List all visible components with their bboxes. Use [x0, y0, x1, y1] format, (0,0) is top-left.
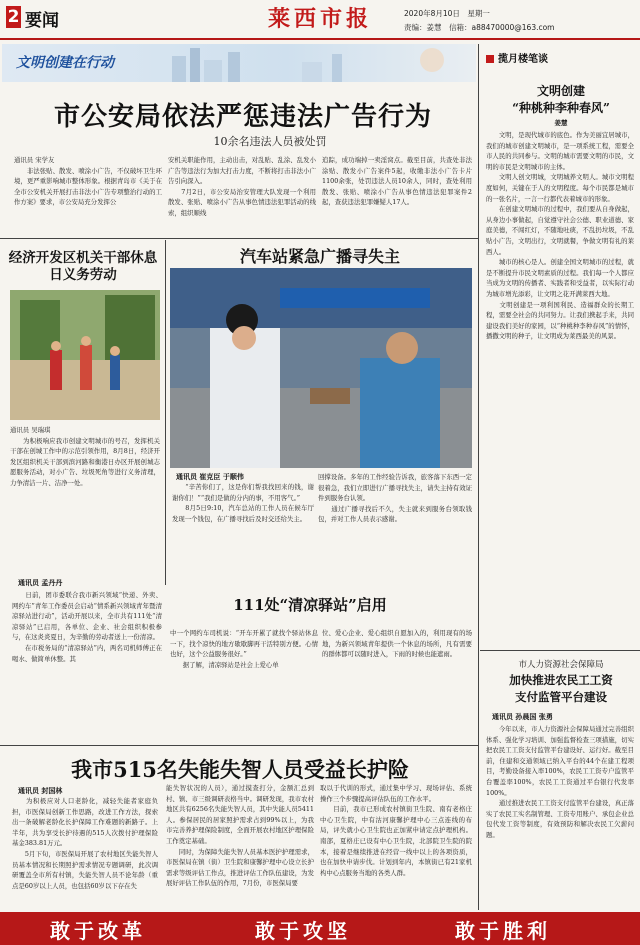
bus-col1: “辛苦你们了，这是你们帮我找回来的钱，谢谢你们！”“我们是做的分内的事，不用客气。” 8月5日9:10，汽车总站的工作人员在候车厅发现一个钱包，在广播寻找后及时交还给失主。 — [172, 483, 314, 523]
bus-headline: 汽车站紧急广播寻失主 — [239, 247, 400, 266]
station-col3: 位、爱心企业、爱心组织自愿加入的，利用现有的场地，为新兴领域青年提供一个休息的场所，凡有需要的群体都可以随时进入，下雨的时候也能遮雨。 — [322, 629, 472, 659]
wage-headline-2: 支付监管平台建设 — [515, 690, 607, 704]
civilization-banner — [2, 44, 476, 82]
wage-label: 市人力资源社会保障局 — [518, 660, 604, 670]
station-headline: 111处“清凉驿站”启用 — [233, 596, 387, 614]
banner-label: 文明创建在行动 — [16, 55, 114, 71]
column-divider — [165, 240, 166, 585]
date-line: 2020年8月10日 星期一 — [404, 9, 490, 18]
disability-headline: 我市515名失能失智人员受益长护险 — [71, 757, 409, 782]
paper-name: 莱西市报 — [268, 6, 373, 32]
lost-wallet-photo — [170, 268, 472, 468]
column-divider — [478, 44, 479, 910]
disability-col1: 为积极应对人口老龄化，减轻失能者家庭负担，市医保局创新工作思路，改进工作方法，探索出一条破解老龄化长护保障工作难题的新路子。上半年，共为享受长护待遇的515人次拨付护理保险基金383.81万元。 5月下旬，市医保局开展了农村地区失能失智人员基本情况和长期照护需求情况专题调研，此次调研覆盖全市所有村镇，失能失智人员不论年龄（重点是60岁以上人员，也包括60岁以下存在失 — [12, 797, 158, 890]
zone-text: 通讯员 吴瑞琪 为积极响应我市创建文明城市的号召，发挥机关干部在创城工作中的示范引领作用，8月8日，经济开发区组织机关干部到滨河路和衡港日办区开展创城志愿服务活动，对小广告、垃圾死角等进行义务清理，力争清洁一片、洁净一处。 — [10, 426, 160, 487]
page-header — [0, 0, 640, 40]
section-title: 要闻 — [25, 11, 59, 31]
disability-col3: 取以于代训的形式，通过集中学习、现场评估、系统操作三个步骤提高评估队伍的工作水平。 目前，我市已形成农村镇街卫生院、南有老格庄中心卫生院，中有沽河康馨护理中心三点连线的布局，评失就小心卫生院也正加紧申请定点护理机构。南部，夏格庄已设有中心卫生院，北部院卫生院的院本，接着是继续推进在经营一线中以上的各项资质，也在加快申请步伐。计划到年内，本镇街已有21家机构中心点服务当地的各类人群。 — [320, 784, 472, 877]
main-col3: 追踪，成功端掉一卖淫窝点。截至目前，共查处非法涂贴、散发小广告案件5起，收缴非法小广告卡片1100余张，处罚违法人员10余人，同时，查处利用散发、张贴、喷涂小广告从事色情违法犯罪案件2起，查获违法犯罪嫌疑人17人。 — [322, 156, 472, 207]
square-icon — [486, 55, 494, 63]
divider — [0, 238, 478, 239]
station-byline: 通讯员 孟丹丹 — [18, 578, 63, 587]
footer-slogan-bar — [0, 912, 640, 945]
zone-headline: 经济开发区机关干部休息日义务劳动 — [8, 250, 158, 283]
volunteers-photo — [10, 290, 160, 420]
disability-byline: 通讯员 封国林 — [18, 786, 63, 795]
page-number: 2 — [7, 7, 20, 27]
sidebar-title-text: 揽月楼笔谈 — [498, 54, 548, 65]
main-col2: 安机关职能作用，主动出击，对乱贴、乱涂、乱发小广告等违法行为加大打击力度，不断将打击非法小广告引向深入。 7月2日，市公安局治安管理大队发现一个利用散发、张贴、喷涂小广告从事色情违法犯罪活动的线索，组织顺线 — [168, 156, 316, 217]
sidebar-headline-2: “种桃种李种春风” — [512, 101, 610, 115]
bus-photo — [170, 268, 472, 468]
main-col1: 通讯员 宋学友 非法张贴、散发、喷涂小广告，不仅破坏卫生环境，更严重影响城市整体形象。根据青岛市《关于在全市公安机关开展打击非法小广告专项整治行动的工作方案》要求，市公安局充分发挥公 — [14, 156, 162, 207]
slogan-3: 敢于胜利 — [455, 919, 551, 943]
sidebar-column-title — [486, 50, 636, 65]
bus-byline: 通讯员 崔克臣 于顺伟 — [176, 472, 244, 481]
divider — [480, 650, 640, 651]
slogan-1: 敢于改革 — [50, 919, 146, 943]
station-col2: 中一个网约车司机说：“开车开累了就找个驿站休息一下，找个凉快的地方歇歇脚再干活特别方便。心情也好，这个公益服务很好。” 据了解，清凉驿站是社会上爱心单 — [170, 629, 318, 669]
editor-line: 责编：姜慧 信箱：a88470000@163.com — [404, 23, 555, 32]
main-headline: 市公安局依法严惩违法广告行为 — [53, 102, 432, 132]
wage-text: 今年以来，市人力资源社会保障局通过完善组织体系、强化学习培训、加强监督检查三项措施，切实把农民工工资支付监管平台建设好、运行好。截至目前，住建和交通领域已纳入平台的44个在建工程项目，考勤设备接入率100%，农民工工资专户监管平台覆盖率100%，农民工工资通过平台银行代发率100%。 通过推进农民工工资支付监管平台建设，真正落实了农民工实名制管理、工资专用账户、承包企业总包代发工资等制度，有效预防和解决农民工欠薪问题。 — [486, 725, 634, 839]
wage-byline: 通讯员 孙晨国 张勇 — [492, 712, 553, 721]
sidebar-text: 文明，是现代城市的底色。作为美丽宜居城市，我们的城市创建文明城市，是一项系统工程，需要全市人民的共同参与。文明的城市需要文明的市民，文明的市民是文明城市的主体。 文明人创文明城，文明城养文明人。城市文明程度如何，关键在于人的文明程度。每个市民都是城市的一张名片，一言一行都代表着城市的形象。 在创建文明城市的过程中，我们要从自身做起，从身边小事做起，自觉遵守社会公德、职业道德、家庭美德，不闯红灯，不随地吐痰，不乱扔垃圾，不乱贴小广告，文明出行，文明就餐，争做文明有礼的莱西人。 城市的核心是人。创建全国文明城市的过程，就是不断提升市民文明素质的过程。我们每一个人都应当成为文明的传播者、实践者和受益者，以实际行动为城市增光添彩，让文明之花开满莱西大地。 文明创建是一项利国利民、造福群众的长期工程，需要全社会的共同努力。让我们携起手来，共同建设我们美好的家园，以“种桃种李种春风”的情怀，播撒文明的种子，让文明成为莱西最美的风景。 — [486, 131, 634, 341]
wage-headline-1: 加快推进农民工工资 — [509, 673, 613, 687]
main-subheadline: 10余名违法人员被处罚 — [213, 135, 327, 148]
sidebar-headline-1: 文明创建 — [536, 84, 585, 98]
zone-photo — [10, 290, 160, 420]
divider — [0, 745, 478, 746]
station-col1: 日前，团市委联合我市新兴领域“快递、外卖、网约车”青年工作委员会启动“情系新兴领域青年暨清凉驿站进行动”，活动开展以来，全市共有111处“清凉驿站”已启用，各单位、企业、社会组织积极参与，在这炎炎夏日，为辛勤的劳动者送上一份清凉。 在市税务局的“清凉驿站”内，两名司机师傅正在喝水、做简单休整。其 — [12, 591, 162, 663]
disability-col2: 能失智状况的人员），通过摸查打分，金额汇总到村、镇、市三级调研表格当中。调研发现，我市农村地区共有6256名失能失智人员，其中失能人员5411人。参保居民的居家照护需求占到99%以上，为我市完善养护理保险制度，全面开展农村地区护理保险工作奠定基础。 同时，为保障失能失智人员基本医护护理需求，市医保局在镇（街）卫生院和康馨护理中心设立长护需求等级评估工作点，推进评估工作队伍建设，为发展好评估工作队伍的作用，7月份，市医保局要 — [166, 784, 314, 888]
sidebar-author: 姜慧 — [554, 119, 568, 127]
slogan-2: 敢于攻坚 — [255, 919, 351, 943]
bus-col2: 回撑设备。多年的工作经验告诉我，旅客落下东西一定很着急，我们立即进行广播寻找失主，请失主持有效证件到服务台认领。 通过广播寻找后不久，失主就来到服务台领取钱包，并对工作人员表示感谢。 — [318, 473, 472, 524]
